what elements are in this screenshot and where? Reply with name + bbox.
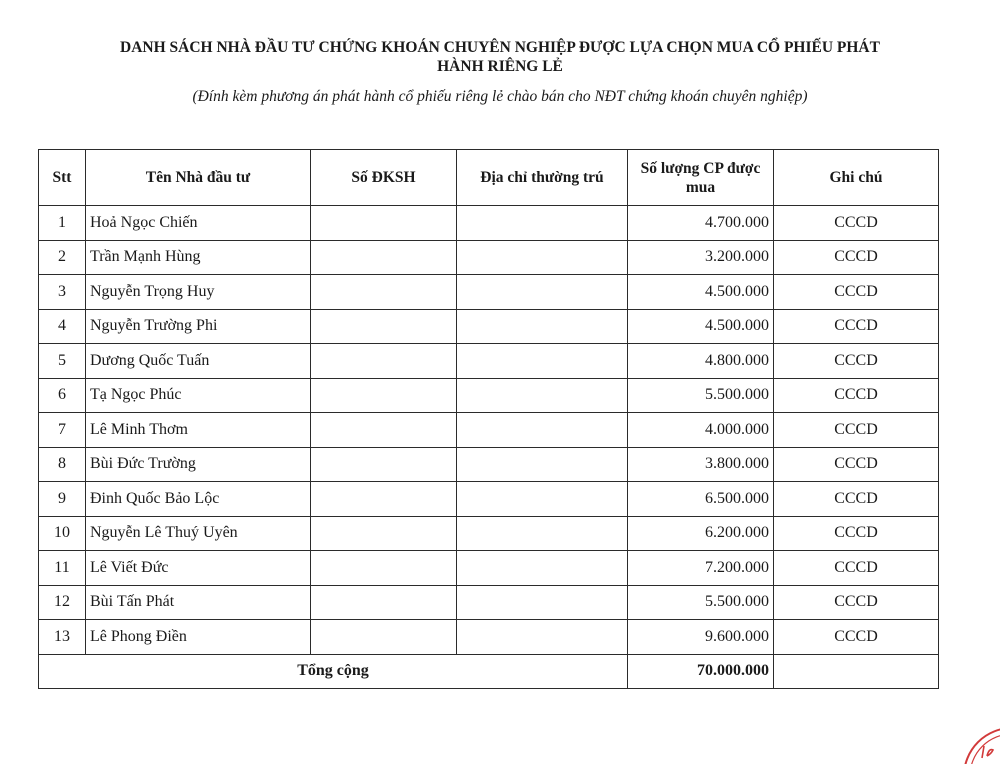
- cell-stt: 4: [39, 309, 86, 344]
- cell-address: [457, 482, 628, 517]
- table-row: [39, 206, 939, 241]
- table-total-row: [39, 654, 939, 689]
- table-row: [39, 447, 939, 482]
- red-seal-fragment-icon: [956, 718, 1000, 764]
- header-stt: Stt: [39, 150, 86, 206]
- cell-stt: 2: [39, 240, 86, 275]
- table-row: [39, 482, 939, 517]
- total-quantity: 70.000.000: [628, 654, 774, 689]
- cell-quantity: 9.600.000: [628, 620, 774, 655]
- cell-investor-name: Đinh Quốc Bảo Lộc: [86, 482, 311, 517]
- cell-note: CCCD: [774, 585, 939, 620]
- cell-investor-name: Dương Quốc Tuấn: [86, 344, 311, 379]
- cell-address: [457, 447, 628, 482]
- cell-quantity: 5.500.000: [628, 585, 774, 620]
- cell-investor-name: Bùi Tấn Phát: [86, 585, 311, 620]
- header-note: Ghi chú: [774, 150, 939, 206]
- cell-stt: 6: [39, 378, 86, 413]
- document-title-line-1: DANH SÁCH NHÀ ĐẦU TƯ CHỨNG KHOÁN CHUYÊN NGHIỆP ĐƯỢC LỰA CHỌN MUA CỔ PHIẾU PHÁT: [120, 39, 880, 56]
- cell-address: [457, 275, 628, 310]
- cell-note: CCCD: [774, 447, 939, 482]
- cell-address: [457, 378, 628, 413]
- cell-note: CCCD: [774, 275, 939, 310]
- cell-quantity: 6.500.000: [628, 482, 774, 517]
- cell-dksh: [311, 551, 457, 586]
- cell-dksh: [311, 206, 457, 241]
- cell-quantity: 4.800.000: [628, 344, 774, 379]
- cell-address: [457, 551, 628, 586]
- cell-address: [457, 620, 628, 655]
- cell-investor-name: Nguyễn Trường Phi: [86, 309, 311, 344]
- header-address: Địa chỉ thường trú: [457, 150, 628, 206]
- table-row: [39, 378, 939, 413]
- cell-dksh: [311, 482, 457, 517]
- table-row: [39, 309, 939, 344]
- cell-quantity: 4.500.000: [628, 309, 774, 344]
- cell-quantity: 3.200.000: [628, 240, 774, 275]
- cell-quantity: 4.700.000: [628, 206, 774, 241]
- cell-investor-name: Hoả Ngọc Chiến: [86, 206, 311, 241]
- cell-quantity: 6.200.000: [628, 516, 774, 551]
- cell-note: CCCD: [774, 516, 939, 551]
- cell-address: [457, 413, 628, 448]
- cell-note: CCCD: [774, 482, 939, 517]
- cell-stt: 10: [39, 516, 86, 551]
- cell-investor-name: Lê Viết Đức: [86, 551, 311, 586]
- header-dksh: Số ĐKSH: [311, 150, 457, 206]
- cell-address: [457, 585, 628, 620]
- cell-dksh: [311, 344, 457, 379]
- total-label: Tổng cộng: [39, 654, 628, 689]
- cell-investor-name: Nguyễn Trọng Huy: [86, 275, 311, 310]
- table-row: [39, 551, 939, 586]
- cell-stt: 7: [39, 413, 86, 448]
- cell-note: CCCD: [774, 344, 939, 379]
- cell-note: CCCD: [774, 551, 939, 586]
- cell-dksh: [311, 378, 457, 413]
- document-subtitle: (Đính kèm phương án phát hành cổ phiếu riêng lẻ chào bán cho NĐT chứng khoán chuyên nghiệp): [192, 88, 808, 105]
- cell-dksh: [311, 309, 457, 344]
- table-header-row: [39, 150, 939, 206]
- cell-address: [457, 206, 628, 241]
- cell-stt: 5: [39, 344, 86, 379]
- header-investor-name: Tên Nhà đầu tư: [86, 150, 311, 206]
- header-quantity: Số lượng CP được mua: [628, 150, 774, 206]
- table-row: [39, 240, 939, 275]
- cell-dksh: [311, 620, 457, 655]
- table-row: [39, 585, 939, 620]
- table-row: [39, 344, 939, 379]
- cell-note: CCCD: [774, 378, 939, 413]
- cell-stt: 9: [39, 482, 86, 517]
- cell-investor-name: Nguyễn Lê Thuý Uyên: [86, 516, 311, 551]
- cell-investor-name: Lê Phong Điền: [86, 620, 311, 655]
- cell-note: CCCD: [774, 309, 939, 344]
- cell-stt: 13: [39, 620, 86, 655]
- cell-quantity: 4.000.000: [628, 413, 774, 448]
- investor-table: [38, 149, 939, 689]
- total-note-cell: [774, 654, 939, 689]
- table-row: [39, 620, 939, 655]
- cell-investor-name: Bùi Đức Trường: [86, 447, 311, 482]
- cell-quantity: 3.800.000: [628, 447, 774, 482]
- cell-address: [457, 240, 628, 275]
- cell-quantity: 4.500.000: [628, 275, 774, 310]
- cell-quantity: 7.200.000: [628, 551, 774, 586]
- cell-stt: 3: [39, 275, 86, 310]
- cell-quantity: 5.500.000: [628, 378, 774, 413]
- cell-note: CCCD: [774, 206, 939, 241]
- cell-dksh: [311, 240, 457, 275]
- cell-dksh: [311, 585, 457, 620]
- cell-stt: 11: [39, 551, 86, 586]
- cell-note: CCCD: [774, 620, 939, 655]
- cell-stt: 12: [39, 585, 86, 620]
- cell-investor-name: Tạ Ngọc Phúc: [86, 378, 311, 413]
- cell-stt: 8: [39, 447, 86, 482]
- cell-address: [457, 309, 628, 344]
- cell-note: CCCD: [774, 240, 939, 275]
- cell-dksh: [311, 447, 457, 482]
- cell-investor-name: Lê Minh Thơm: [86, 413, 311, 448]
- table-row: [39, 413, 939, 448]
- cell-address: [457, 344, 628, 379]
- table-row: [39, 516, 939, 551]
- cell-dksh: [311, 413, 457, 448]
- cell-dksh: [311, 275, 457, 310]
- cell-investor-name: Trần Mạnh Hùng: [86, 240, 311, 275]
- cell-note: CCCD: [774, 413, 939, 448]
- table-row: [39, 275, 939, 310]
- cell-dksh: [311, 516, 457, 551]
- red-seal-fragment-icon: [956, 718, 1000, 764]
- cell-address: [457, 516, 628, 551]
- cell-stt: 1: [39, 206, 86, 241]
- document-title-line-2: HÀNH RIÊNG LẺ: [437, 58, 563, 75]
